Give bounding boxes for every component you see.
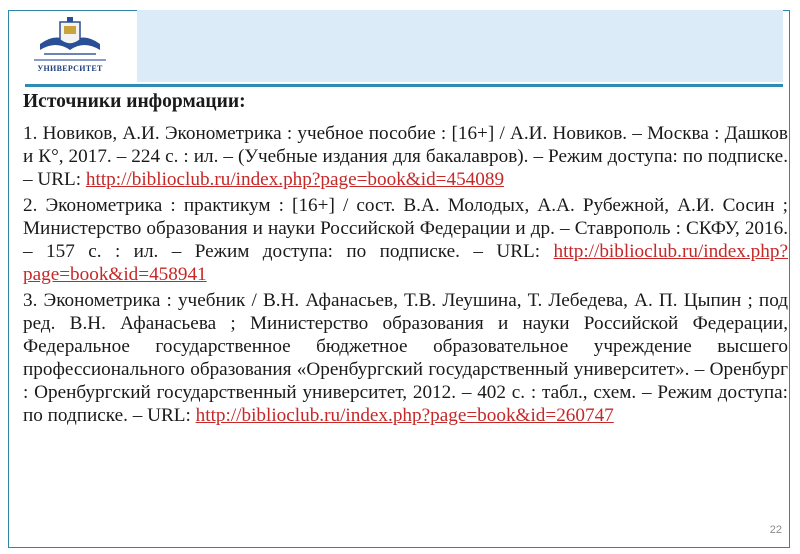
reference-text: 2. Эконометрика : практикум : [16+] / сост. В.А. Молодых, А.А. Рубежной, А.И. Сосин ; Министерство образования и науки Российской Федерации и др. – Ставрополь : СКФУ, 2016. – 157 с. : ил. – Режим доступа: по подписке. – URL: bbox=[23, 195, 788, 262]
reference-link[interactable]: http://biblioclub.ru/index.php?page=book&id=454089 bbox=[85, 169, 505, 190]
reference-link[interactable]: http://biblioclub.ru/index.php?page=book&id=260747 bbox=[195, 405, 614, 426]
reference-text: 1. Новиков, А.И. Эконометрика : учебное пособие : [16+] / А.И. Новиков. – Москва : Дашков и К°, 2017. – 224 с. : ил. – (Учебные издания для бакалавров). – Режим доступа: по подписке. – URL: bbox=[23, 123, 788, 190]
slide-number: 22 bbox=[769, 524, 782, 536]
university-logo bbox=[28, 14, 112, 78]
reference-item bbox=[23, 194, 788, 286]
reference-text: 3. Эконометрика : учебник / В.Н. Афанасьев, Т.В. Леушина, Т. Лебедева, А. П. Цыпин ; под ред. В.Н. Афанасьева ; Министерство образования и науки Российской Федерации, Федеральное государственное бюджетное образовательное учреждение высшего профессионального образования «Оренбургский государственный университет». – Оренбург : Оренбургский государственный университет, 2012. – 402 с. : табл., схем. – Режим доступа: по подписке. – URL: bbox=[23, 290, 788, 426]
header-band bbox=[137, 10, 783, 82]
header-rule bbox=[25, 84, 783, 87]
reference-item bbox=[23, 289, 788, 427]
logo-caption: УНИВЕРСИТЕТ bbox=[37, 64, 103, 73]
sources-content bbox=[23, 90, 788, 430]
reference-item bbox=[23, 122, 788, 191]
university-emblem-icon bbox=[38, 14, 102, 60]
reference-link[interactable]: http://biblioclub.ru/index.php?page=book&id=458941 bbox=[23, 241, 788, 285]
logo-divider bbox=[34, 59, 106, 61]
page-title: Источники информации: bbox=[23, 91, 246, 112]
